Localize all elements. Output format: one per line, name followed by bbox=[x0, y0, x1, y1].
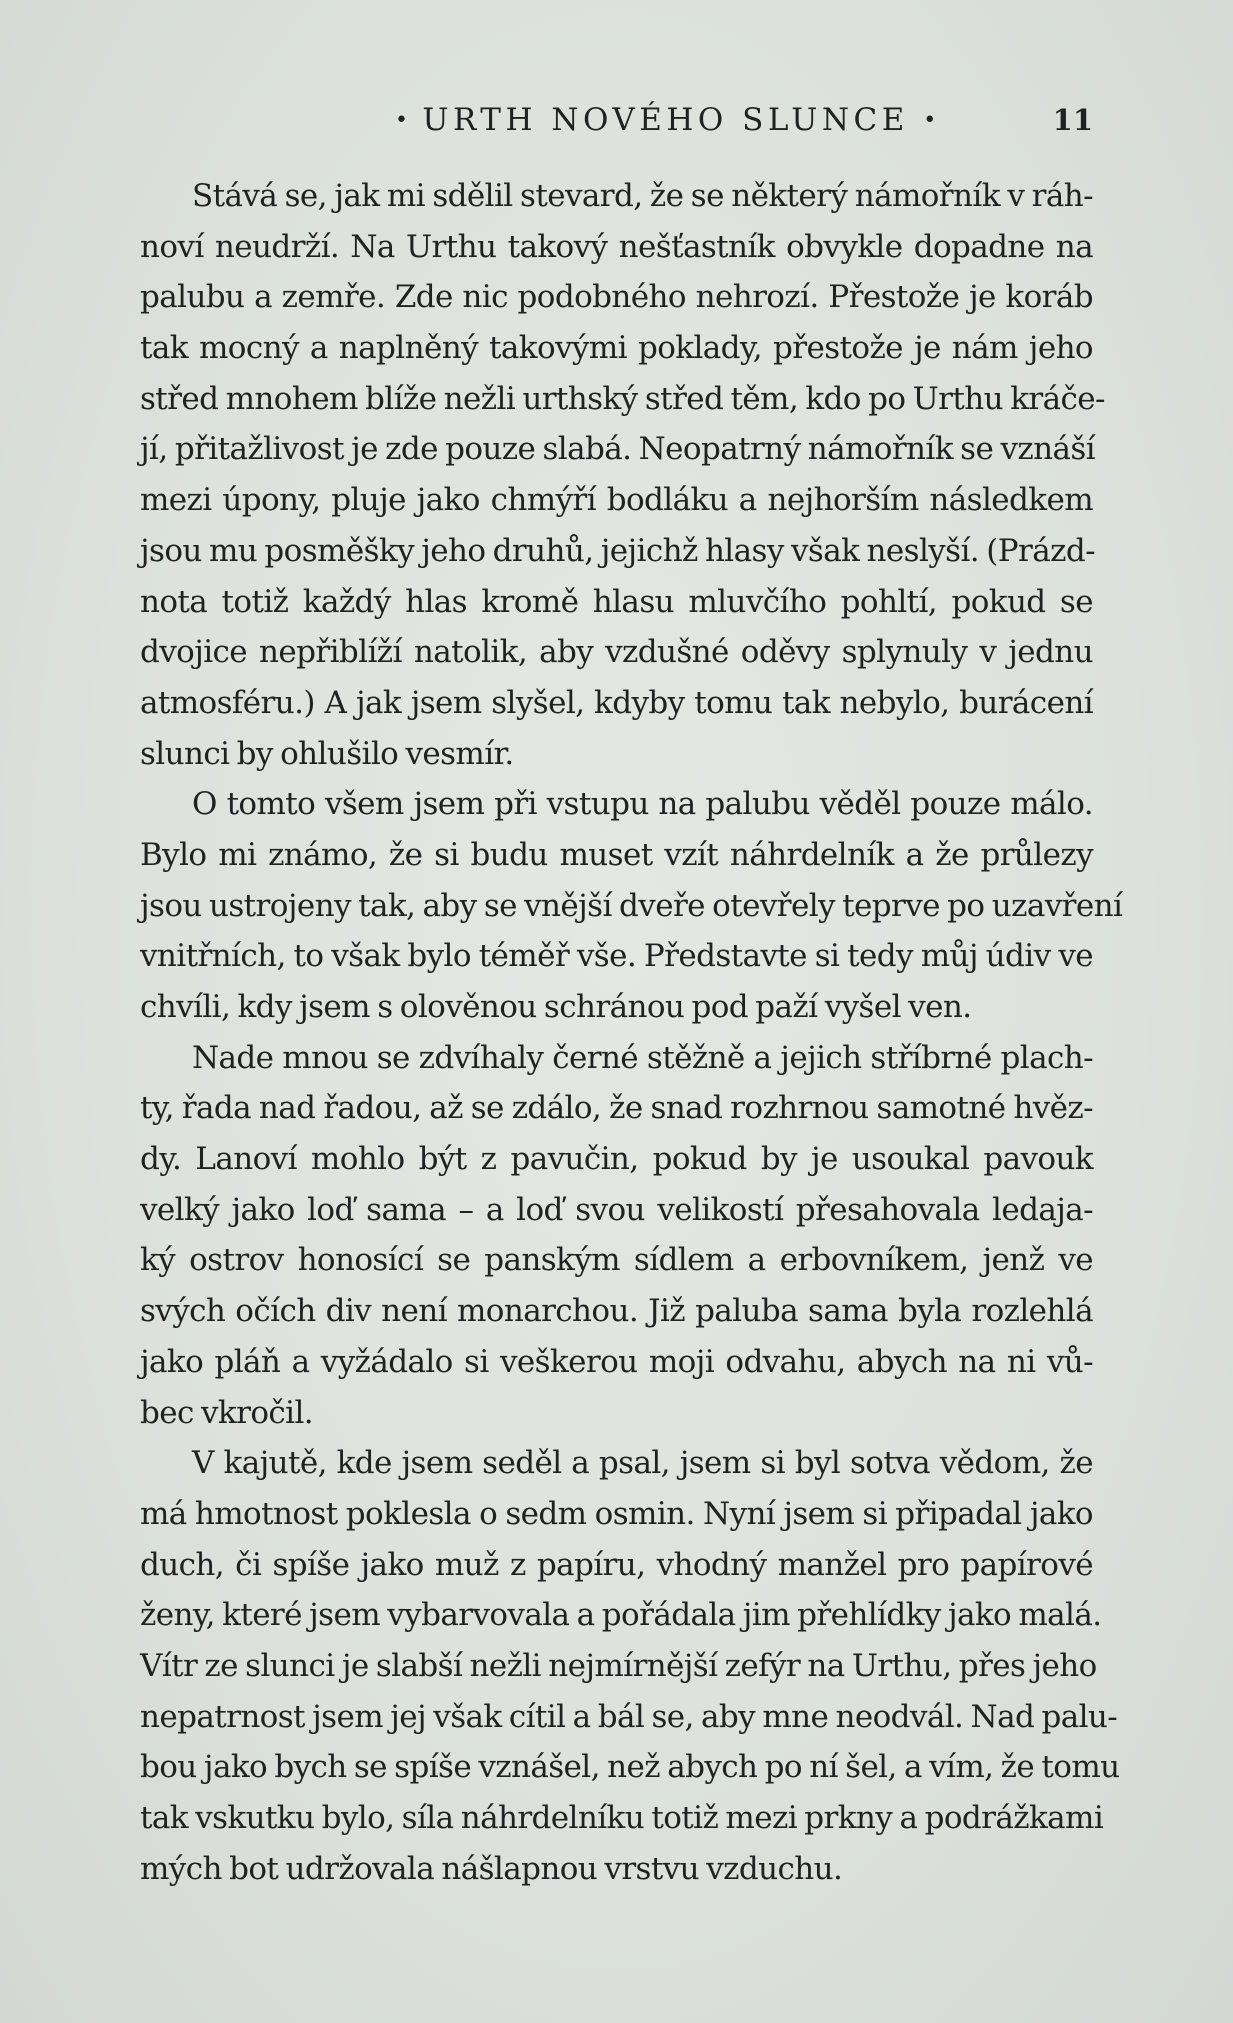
text-line: jí, přitažlivost je zde pouze slabá. Neopatrný námořník se vznáší bbox=[140, 431, 1095, 468]
text-line: mých bot udržovala nášlapnou vrstvu vzduchu. bbox=[140, 1850, 843, 1887]
text-line: chvíli, kdy jsem s olověnou schránou pod paží vyšel ven. bbox=[140, 989, 972, 1025]
text-line: Stává se, jak mi sdělil stevard, že se některý námořník v ráh- bbox=[192, 178, 1093, 214]
text-line: svých očích div není monarchou. Již paluba sama byla rozlehlá bbox=[140, 1293, 1093, 1330]
text-line: Bylo mi známo, že si budu muset vzít náhrdelník a že průlezy bbox=[140, 836, 1093, 873]
text-line: střed mnohem blíže nežli urthský střed těm, kdo po Urthu kráče- bbox=[140, 380, 1105, 417]
bullet-left: • bbox=[395, 108, 408, 133]
text-line: dvojice nepřiblíží natolik, aby vzdušné oděvy splynuly v jednu bbox=[140, 634, 1093, 671]
text-line: nota totiž každý hlas kromě hlasu mluvčího pohltí, pokud se bbox=[140, 583, 1093, 620]
text-line: Vítr ze slunci je slabší nežli nejmírnější zefýr na Urthu, přes jeho bbox=[140, 1647, 1097, 1684]
text-line: má hmotnost poklesla o sedm osmin. Nyní jsem si připadal jako bbox=[140, 1495, 1093, 1532]
paragraph-3 bbox=[140, 1033, 1093, 1439]
text-line: ženy, které jsem vybarvovala a pořádala jim přehlídky jako malá. bbox=[140, 1597, 1102, 1634]
page-number: 11 bbox=[1052, 103, 1093, 137]
text-line: ký ostrov honosící se panským sídlem a erbovníkem, jenž ve bbox=[140, 1242, 1093, 1279]
paragraph-1 bbox=[140, 171, 1105, 779]
body-text bbox=[140, 171, 1123, 1894]
paragraph-4 bbox=[140, 1438, 1120, 1894]
text-line: ty, řada nad řadou, až se zdálo, že snad rozhrnou samotné hvěz- bbox=[140, 1090, 1093, 1127]
text-line: velký jako loď sama – a loď svou velikostí přesahovala ledaja- bbox=[140, 1191, 1093, 1228]
text-line: mezi úpony, pluje jako chmýří bodláku a nejhorším následkem bbox=[140, 482, 1093, 519]
text-line: tak mocný a naplněný takovými poklady, přestože je nám jeho bbox=[140, 330, 1093, 367]
text-line: duch, či spíše jako muž z papíru, vhodný manžel pro papírové bbox=[140, 1546, 1093, 1583]
text-line: vnitřních, to však bylo téměř vše. Představte si tedy můj údiv ve bbox=[140, 938, 1093, 975]
running-head bbox=[395, 100, 936, 141]
text-line: tak vskutku bylo, síla náhrdelníku totiž mezi prkny a podrážkami bbox=[140, 1800, 1104, 1836]
text-line: jsou ustrojeny tak, aby se vnější dveře otevřely teprve po uzavření bbox=[140, 887, 1123, 924]
text-line: palubu a zemře. Zde nic podobného nehrozí. Přestože je koráb bbox=[140, 279, 1093, 316]
text-line: Nade mnou se zdvíhaly černé stěžně a jejich stříbrné plach- bbox=[192, 1039, 1093, 1076]
running-header bbox=[140, 100, 1093, 140]
text-line: jako pláň a vyžádalo si veškerou moji odvahu, abych na ni vů- bbox=[140, 1343, 1093, 1380]
text-line: dy. Lanoví mohlo být z pavučin, pokud by je usoukal pavouk bbox=[140, 1141, 1093, 1178]
text-line: O tomto všem jsem při vstupu na palubu věděl pouze málo. bbox=[192, 786, 1093, 823]
paragraph-2 bbox=[140, 779, 1123, 1032]
text-line: slunci by ohlušilo vesmír. bbox=[140, 735, 514, 772]
text-line: atmosféru.) A jak jsem slyšel, kdyby tomu tak nebylo, burácení bbox=[140, 684, 1093, 721]
book-title: URTH NOVÉHO SLUNCE bbox=[422, 102, 909, 138]
text-line: V kajutě, kde jsem seděl a psal, jsem si byl sotva vědom, že bbox=[192, 1445, 1093, 1482]
text-line: bou jako bych se spíše vznášel, než abych po ní šel, a vím, že tomu bbox=[140, 1749, 1120, 1786]
text-line: noví neudrží. Na Urthu takový nešťastník obvykle dopadne na bbox=[140, 228, 1093, 265]
bullet-right: • bbox=[923, 108, 937, 133]
text-line: nepatrnost jsem jej však cítil a bál se, aby mne neodvál. Nad palu- bbox=[140, 1698, 1118, 1735]
text-line: bec vkročil. bbox=[140, 1394, 314, 1431]
text-line: jsou mu posměšky jeho druhů, jejichž hlasy však neslyší. (Prázd- bbox=[140, 532, 1096, 569]
